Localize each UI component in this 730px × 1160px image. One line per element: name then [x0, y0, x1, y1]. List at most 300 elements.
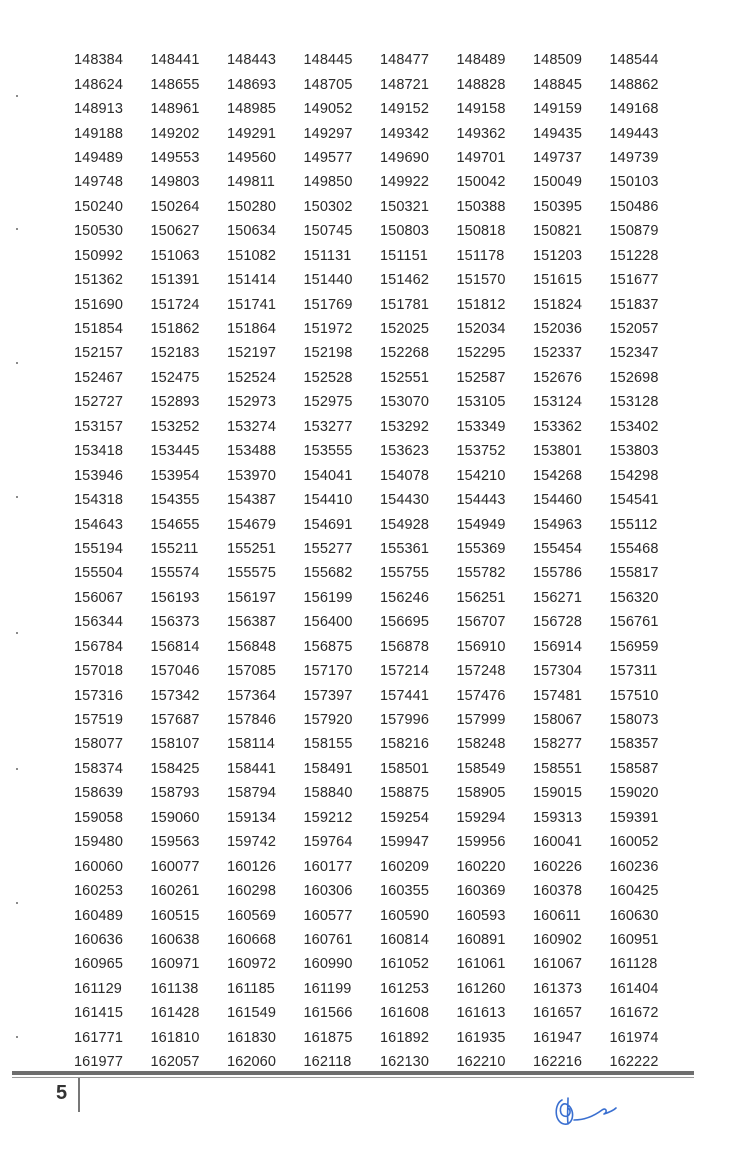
table-cell: 151824 — [533, 296, 582, 313]
table-cell: 153128 — [609, 394, 659, 411]
table-cell: 157510 — [609, 687, 659, 704]
table-cell: 151812 — [456, 296, 506, 313]
page-number-divider — [78, 1078, 80, 1112]
table-cell: 148985 — [227, 101, 276, 118]
table-row — [74, 488, 674, 512]
table-cell: 154078 — [380, 467, 429, 484]
table-cell: 149291 — [227, 125, 276, 142]
table-cell: 154460 — [533, 492, 582, 509]
table-cell: 152467 — [74, 369, 123, 386]
table-row — [74, 121, 674, 145]
table-cell: 161067 — [533, 956, 582, 973]
table-cell: 149159 — [533, 101, 582, 118]
table-cell: 160593 — [456, 907, 506, 924]
table-cell: 149202 — [150, 125, 200, 142]
table-cell: 162118 — [303, 1054, 352, 1071]
table-cell: 148693 — [227, 76, 276, 93]
table-cell: 152528 — [303, 369, 353, 386]
margin-dot — [16, 1036, 18, 1038]
table-row — [74, 586, 674, 610]
table-cell: 151414 — [227, 272, 276, 289]
table-cell: 161428 — [150, 1005, 200, 1022]
table-cell: 158374 — [74, 760, 123, 777]
table-cell: 150627 — [150, 223, 200, 240]
margin-dot — [16, 95, 18, 97]
table-cell: 152727 — [74, 394, 123, 411]
table-cell: 161185 — [227, 980, 275, 997]
table-cell: 161810 — [150, 1029, 200, 1046]
table-cell: 156320 — [609, 589, 659, 606]
table-cell: 148828 — [456, 76, 506, 93]
table-cell: 149362 — [456, 125, 506, 142]
table-cell: 155682 — [303, 565, 353, 582]
table-cell: 156875 — [303, 638, 353, 655]
table-cell: 151178 — [456, 247, 505, 264]
table-cell: 160636 — [74, 931, 123, 948]
table-cell: 149152 — [380, 101, 429, 118]
table-cell: 150879 — [609, 223, 659, 240]
table-cell: 149052 — [303, 101, 353, 118]
table-row — [74, 879, 674, 903]
table-cell: 152587 — [456, 369, 506, 386]
table-cell: 161566 — [303, 1005, 353, 1022]
table-cell: 156067 — [74, 589, 123, 606]
table-cell: 155468 — [609, 540, 659, 557]
table-cell: 158107 — [150, 736, 200, 753]
table-cell: 161404 — [609, 980, 659, 997]
table-row — [74, 512, 674, 536]
table-cell: 149922 — [380, 174, 429, 191]
table-cell: 161138 — [150, 980, 199, 997]
table-cell: 160668 — [227, 931, 276, 948]
table-cell: 160060 — [74, 858, 123, 875]
table-cell: 162060 — [227, 1054, 276, 1071]
table-cell: 160569 — [227, 907, 276, 924]
table-cell: 161061 — [456, 956, 506, 973]
table-cell: 161935 — [456, 1029, 506, 1046]
table-cell: 161129 — [74, 980, 122, 997]
table-cell: 155112 — [609, 516, 658, 533]
table-cell: 158551 — [533, 760, 582, 777]
table-cell: 151440 — [303, 272, 353, 289]
table-cell: 154643 — [74, 516, 123, 533]
table-cell: 148441 — [150, 52, 200, 69]
table-cell: 161415 — [74, 1005, 123, 1022]
table-row — [74, 292, 674, 316]
table-cell: 149443 — [609, 125, 659, 142]
table-cell: 157846 — [227, 712, 276, 729]
table-cell: 154298 — [609, 467, 659, 484]
table-cell: 155369 — [456, 540, 506, 557]
table-row — [74, 757, 674, 781]
table-cell: 157304 — [533, 663, 582, 680]
table-cell: 158794 — [227, 785, 276, 802]
table-cell: 150321 — [380, 198, 429, 215]
table-cell: 153803 — [609, 443, 659, 460]
table-cell: 151690 — [74, 296, 123, 313]
table-cell: 152057 — [609, 321, 659, 338]
table-cell: 158067 — [533, 712, 582, 729]
table-cell: 152034 — [456, 321, 506, 338]
table-cell: 153157 — [74, 418, 123, 435]
table-cell: 153801 — [533, 443, 582, 460]
table-cell: 160577 — [303, 907, 353, 924]
table-cell: 152893 — [150, 394, 200, 411]
table-cell: 150264 — [150, 198, 200, 215]
table-cell: 153292 — [380, 418, 429, 435]
table-cell: 161657 — [533, 1005, 582, 1022]
table-cell: 162210 — [456, 1054, 506, 1071]
table-cell: 158073 — [609, 712, 659, 729]
table-cell: 157311 — [609, 663, 658, 680]
table-row — [74, 903, 674, 927]
table-cell: 153362 — [533, 418, 582, 435]
table-row — [74, 219, 674, 243]
table-row — [74, 854, 674, 878]
table-cell: 160298 — [227, 883, 276, 900]
table-cell: 160378 — [533, 883, 582, 900]
table-row — [74, 781, 674, 805]
table-cell: 156197 — [227, 589, 276, 606]
table-cell: 155817 — [609, 565, 659, 582]
table-cell: 156959 — [609, 638, 659, 655]
table-cell: 151862 — [150, 321, 200, 338]
table-cell: 157996 — [380, 712, 429, 729]
table-cell: 155361 — [380, 540, 429, 557]
table-cell: 158216 — [380, 736, 429, 753]
table-cell: 160369 — [456, 883, 506, 900]
table-cell: 154318 — [74, 492, 123, 509]
table-cell: 153623 — [380, 443, 429, 460]
table-cell: 158357 — [609, 736, 659, 753]
table-cell: 149850 — [303, 174, 353, 191]
table-cell: 158905 — [456, 785, 506, 802]
table-cell: 148384 — [74, 52, 123, 69]
table-cell: 160902 — [533, 931, 582, 948]
table-cell: 151864 — [227, 321, 276, 338]
table-cell: 153124 — [533, 394, 582, 411]
table-cell: 154387 — [227, 492, 276, 509]
table-row — [74, 537, 674, 561]
table-cell: 154430 — [380, 492, 429, 509]
margin-dot — [16, 902, 18, 904]
table-cell: 161830 — [227, 1029, 276, 1046]
table-cell: 160306 — [303, 883, 353, 900]
footer-rule — [12, 1071, 694, 1075]
table-cell: 156246 — [380, 589, 429, 606]
table-cell: 148544 — [609, 52, 659, 69]
margin-dot — [16, 496, 18, 498]
table-cell: 151391 — [150, 272, 200, 289]
number-grid — [74, 48, 674, 1074]
table-cell: 161977 — [74, 1054, 123, 1071]
table-cell: 160052 — [609, 834, 659, 851]
table-cell: 160226 — [533, 858, 582, 875]
table-cell: 160951 — [609, 931, 659, 948]
table-cell: 152183 — [150, 345, 200, 362]
table-cell: 152676 — [533, 369, 582, 386]
table-cell: 152036 — [533, 321, 582, 338]
table-cell: 151151 — [380, 247, 428, 264]
table-cell: 153555 — [303, 443, 353, 460]
table-cell: 152198 — [303, 345, 353, 362]
table-cell: 151972 — [303, 321, 353, 338]
table-cell: 160177 — [303, 858, 353, 875]
table-cell: 161613 — [456, 1005, 506, 1022]
table-cell: 153445 — [150, 443, 200, 460]
table-cell: 158549 — [456, 760, 506, 777]
table-cell: 160515 — [150, 907, 200, 924]
table-cell: 160261 — [150, 883, 200, 900]
table-cell: 149690 — [380, 149, 429, 166]
table-cell: 161549 — [227, 1005, 276, 1022]
table-cell: 154355 — [150, 492, 200, 509]
table-cell: 157687 — [150, 712, 200, 729]
table-cell: 162216 — [533, 1054, 582, 1071]
table-cell: 150280 — [227, 198, 276, 215]
table-cell: 151228 — [609, 247, 659, 264]
table-cell: 159134 — [227, 809, 276, 826]
table-row — [74, 463, 674, 487]
table-row — [74, 952, 674, 976]
table-cell: 156373 — [150, 614, 200, 631]
table-cell: 153418 — [74, 443, 123, 460]
table-cell: 158277 — [533, 736, 582, 753]
table-cell: 158875 — [380, 785, 429, 802]
table-cell: 158114 — [227, 736, 275, 753]
table-cell: 160220 — [456, 858, 506, 875]
table-cell: 161771 — [74, 1029, 123, 1046]
table-cell: 153070 — [380, 394, 429, 411]
table-cell: 152197 — [227, 345, 276, 362]
table-cell: 148489 — [456, 52, 506, 69]
table-cell: 161608 — [380, 1005, 429, 1022]
table-row — [74, 146, 674, 170]
table-cell: 158441 — [227, 760, 276, 777]
table-cell: 151570 — [456, 272, 506, 289]
table-cell: 148655 — [150, 76, 200, 93]
table-cell: 154268 — [533, 467, 582, 484]
table-cell: 157342 — [150, 687, 200, 704]
table-cell: 150042 — [456, 174, 506, 191]
table-cell: 151131 — [303, 247, 352, 264]
table-cell: 156814 — [150, 638, 200, 655]
table-cell: 160126 — [227, 858, 276, 875]
table-cell: 149435 — [533, 125, 582, 142]
table-cell: 150634 — [227, 223, 276, 240]
table-cell: 150530 — [74, 223, 123, 240]
table-cell: 149560 — [227, 149, 276, 166]
table-cell: 155786 — [533, 565, 582, 582]
table-row — [74, 708, 674, 732]
table-cell: 156387 — [227, 614, 276, 631]
table-cell: 155782 — [456, 565, 506, 582]
table-cell: 161260 — [456, 980, 506, 997]
table-cell: 148862 — [609, 76, 659, 93]
table-row — [74, 366, 674, 390]
table-cell: 150486 — [609, 198, 659, 215]
table-cell: 154410 — [303, 492, 353, 509]
table-cell: 160236 — [609, 858, 659, 875]
table-cell: 157170 — [303, 663, 353, 680]
table-cell: 158425 — [150, 760, 200, 777]
table-row — [74, 390, 674, 414]
table-cell: 151781 — [380, 296, 429, 313]
table-cell: 160630 — [609, 907, 659, 924]
table-cell: 150803 — [380, 223, 429, 240]
table-row — [74, 97, 674, 121]
table-row — [74, 1001, 674, 1025]
table-cell: 155755 — [380, 565, 429, 582]
table-cell: 162130 — [380, 1054, 429, 1071]
table-cell: 157018 — [74, 663, 123, 680]
table-cell: 149553 — [150, 149, 200, 166]
table-cell: 161974 — [609, 1029, 659, 1046]
table-cell: 158639 — [74, 785, 123, 802]
table-cell: 153105 — [456, 394, 506, 411]
table-cell: 156193 — [150, 589, 200, 606]
table-cell: 149811 — [227, 174, 275, 191]
table-cell: 153277 — [303, 418, 353, 435]
table-cell: 150049 — [533, 174, 582, 191]
table-cell: 157046 — [150, 663, 200, 680]
table-row — [74, 659, 674, 683]
table-cell: 156695 — [380, 614, 429, 631]
table-cell: 158840 — [303, 785, 353, 802]
table-row — [74, 561, 674, 585]
table-cell: 157519 — [74, 712, 123, 729]
margin-dot — [16, 632, 18, 634]
table-cell: 153946 — [74, 467, 123, 484]
table-cell: 148445 — [303, 52, 353, 69]
table-cell: 151362 — [74, 272, 123, 289]
table-cell: 155251 — [227, 540, 276, 557]
table-cell: 152698 — [609, 369, 659, 386]
table-cell: 157441 — [380, 687, 429, 704]
table-cell: 162057 — [150, 1054, 200, 1071]
table-cell: 156199 — [303, 589, 353, 606]
table-cell: 158248 — [456, 736, 506, 753]
table-cell: 152524 — [227, 369, 276, 386]
table-cell: 154928 — [380, 516, 429, 533]
table-cell: 159294 — [456, 809, 506, 826]
table-cell: 161672 — [609, 1005, 659, 1022]
table-cell: 149158 — [456, 101, 506, 118]
margin-dot — [16, 228, 18, 230]
table-cell: 156784 — [74, 638, 123, 655]
table-cell: 151769 — [303, 296, 353, 313]
table-row — [74, 317, 674, 341]
table-cell: 154041 — [303, 467, 353, 484]
table-cell: 152268 — [380, 345, 429, 362]
table-row — [74, 610, 674, 634]
table-row — [74, 170, 674, 194]
table-cell: 160971 — [150, 956, 200, 973]
table-row — [74, 830, 674, 854]
table-cell: 152025 — [380, 321, 429, 338]
page-number: 5 — [56, 1082, 68, 1104]
table-cell: 157999 — [456, 712, 506, 729]
table-cell: 156878 — [380, 638, 429, 655]
table-cell: 157481 — [533, 687, 582, 704]
table-cell: 151063 — [150, 247, 200, 264]
table-cell: 151854 — [74, 321, 123, 338]
table-cell: 153252 — [150, 418, 200, 435]
table-row — [74, 415, 674, 439]
table-cell: 157397 — [303, 687, 353, 704]
table-cell: 158077 — [74, 736, 123, 753]
table-cell: 159742 — [227, 834, 276, 851]
table-cell: 154679 — [227, 516, 276, 533]
table-cell: 158793 — [150, 785, 200, 802]
table-cell: 156707 — [456, 614, 506, 631]
table-row — [74, 928, 674, 952]
table-cell: 159563 — [150, 834, 200, 851]
table-cell: 151615 — [533, 272, 582, 289]
table-row — [74, 439, 674, 463]
table-cell: 155194 — [74, 540, 123, 557]
table-cell: 153970 — [227, 467, 276, 484]
table-cell: 153954 — [150, 467, 200, 484]
table-cell: 148961 — [150, 101, 200, 118]
table-cell: 153488 — [227, 443, 276, 460]
table-cell: 154655 — [150, 516, 200, 533]
table-cell: 156761 — [609, 614, 659, 631]
table-row — [74, 195, 674, 219]
table-cell: 150302 — [303, 198, 353, 215]
table-row — [74, 732, 674, 756]
table-cell: 158587 — [609, 760, 659, 777]
table-cell: 159947 — [380, 834, 429, 851]
table-cell: 152347 — [609, 345, 659, 362]
table-cell: 159391 — [609, 809, 659, 826]
table-cell: 156400 — [303, 614, 353, 631]
table-row — [74, 341, 674, 365]
table-cell: 151741 — [227, 296, 276, 313]
table-cell: 150818 — [456, 223, 506, 240]
table-cell: 156344 — [74, 614, 123, 631]
table-row — [74, 268, 674, 292]
table-cell: 160891 — [456, 931, 506, 948]
table-cell: 151203 — [533, 247, 582, 264]
table-cell: 156910 — [456, 638, 506, 655]
table-cell: 159060 — [150, 809, 200, 826]
table-cell: 159020 — [609, 785, 659, 802]
table-cell: 152975 — [303, 394, 353, 411]
table-cell: 156848 — [227, 638, 276, 655]
table-cell: 161128 — [609, 956, 658, 973]
table-cell: 149342 — [380, 125, 429, 142]
table-cell: 160638 — [150, 931, 200, 948]
table-cell: 158501 — [380, 760, 429, 777]
table-cell: 157085 — [227, 663, 276, 680]
table-cell: 159212 — [303, 809, 353, 826]
table-cell: 149739 — [609, 149, 659, 166]
table-cell: 157248 — [456, 663, 506, 680]
table-cell: 148509 — [533, 52, 582, 69]
table-cell: 160355 — [380, 883, 429, 900]
table-cell: 153402 — [609, 418, 659, 435]
table-cell: 154210 — [456, 467, 506, 484]
table-cell: 150388 — [456, 198, 506, 215]
table-cell: 156728 — [533, 614, 582, 631]
table-cell: 154963 — [533, 516, 582, 533]
table-cell: 154949 — [456, 516, 506, 533]
table-cell: 150103 — [609, 174, 659, 191]
table-cell: 155574 — [150, 565, 200, 582]
table-cell: 152157 — [74, 345, 123, 362]
table-cell: 160972 — [227, 956, 276, 973]
